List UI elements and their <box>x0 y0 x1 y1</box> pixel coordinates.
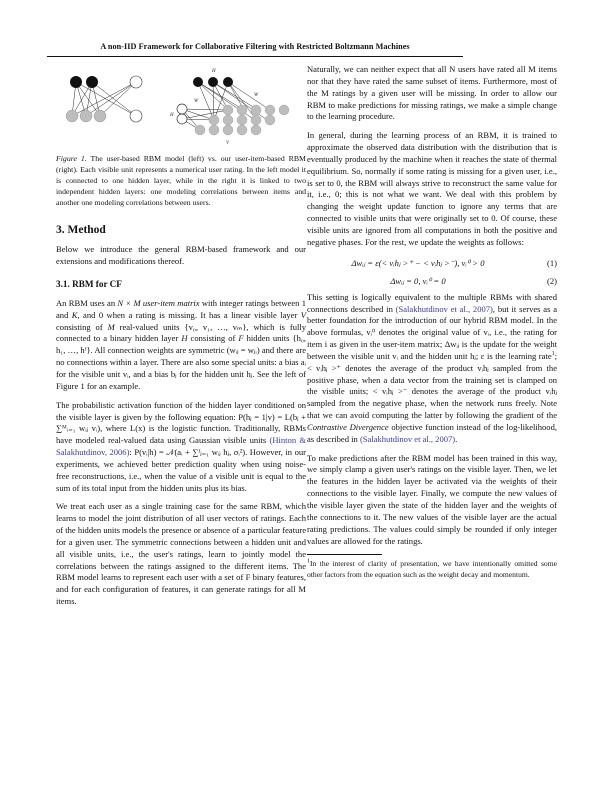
text: with integer ratings between 1 and <box>56 297 306 320</box>
visible-unit-v <box>130 110 142 122</box>
figure-1 <box>56 60 306 152</box>
running-title: A non-IID Framework for Collaborative Filtering with Restricted Boltzmann Machines <box>100 42 410 51</box>
footnote-text: In the interest of clarity of presentation, we have intentionally omitted some other factors from the equation such as the weight decay and momentum. <box>307 559 557 579</box>
math: M <box>107 321 115 332</box>
hidden-user-unit <box>177 114 187 124</box>
text: . <box>455 433 458 444</box>
text: This setting is logically equivalent to the multiple RBMs with shared connections described in <box>307 291 557 314</box>
hidden-item-unit <box>193 77 203 87</box>
paragraph-missing-ratings: Naturally, we can neither expect that all N users have rated all M items nor that they have rated the same subset of items. Furthermore, most of the M ratings by a given user will be missing. In order to allow our RBM to make predictions for missing ratings, we make a simple change to the learning procedure. <box>307 64 557 122</box>
hidden-item-unit <box>208 77 218 87</box>
equation-1 <box>307 256 557 274</box>
footnote-number: 1 <box>307 558 310 565</box>
label-weights-items: W <box>194 99 199 104</box>
math: F <box>238 333 244 344</box>
label-hidden-items: H <box>212 69 216 74</box>
paragraph-learning-process: In general, during the learning process of an RBM, it is trained to approximate the observed data distribution with the distribution that is eventually produced by the machine when it reaches the state of thermal equilibrium. So, normally if some rating is missing for a given user, i.e., is set to 0, the RBM will always strive to reconstruct the same value for it, i.e., 0; this is not what we want. We deal with this problem by changing the weight update function to ignore any terms that are connected to visible units that were originally set to 0. Of course, these visible units are ignored from all computations in both the positive and negative phases. For the rest, we update the weights as follows: <box>307 130 557 247</box>
header-rule <box>47 56 463 57</box>
hidden-item-unit <box>223 77 233 87</box>
rbm-diagram-figure <box>56 60 306 152</box>
visible-unit-v3 <box>94 110 106 122</box>
math: K <box>71 309 78 320</box>
label-hidden-users: H <box>170 113 174 118</box>
hidden-unit-h <box>130 76 142 88</box>
equation-body: Δwᵢⱼ = ε(< vᵢhⱼ >⁺ − < vᵢhⱼ >⁻), vᵢ⁰ > 0 <box>351 257 485 268</box>
visible-unit-v2 <box>80 110 92 122</box>
paragraph-equivalence <box>307 292 557 446</box>
citation-link-salakhutdinov-2007[interactable]: (Salakhutdinov et al., 2007) <box>359 433 456 444</box>
footnote-rule <box>307 554 382 555</box>
term-user-item-matrix: user-item matrix <box>142 297 200 308</box>
method-intro: Below we introduce the general RBM-based framework and our extensions and modifications thereof. <box>56 244 306 267</box>
label-visible: V <box>226 141 230 146</box>
footnote-marker[interactable]: 1 <box>551 351 555 358</box>
text: hidden units {h₀, h₁, …, hᶠ}. All connection weights are symmetric (wᵢⱼ = wⱼᵢ) and there are no connections within a layer. There are also some special units: a bias aᵢ for the visible unit vᵢ, and a bias bⱼ for the hidden unit hⱼ. See the left of Figure 1 for an example. <box>56 333 306 391</box>
paragraph-rbm-definition <box>56 298 306 393</box>
paragraph-predictions: To make predictions after the RBM model has been trained in this way, we simply clamp a given user's ratings on the visible layer. Then, we let the features in the hidden layer be activated via the weights of their connections to the visible layer. Finally, we compute the new values of the visible layer given the state of the hidden layer and the weights of the connections to it. The new values of the visible layer are the actual rating predictions. The values could simply be rounded if only integer values are allowed for the ratings. <box>307 452 557 546</box>
math: H <box>181 333 188 344</box>
citation-link-salakhutdinov-2007[interactable]: (Salakhutdinov et al., 2007) <box>395 303 493 314</box>
figure-caption-text: The user-based RBM model (left) vs. our user-item-based RBM (right). Each visible unit represents a numerical user rating. In the left model it is connected to one hidden layer, while in the right it is linked to two independent hidden layers: one modeling correlations between items and another one modeling correlations between users. <box>56 154 306 207</box>
math: N × M <box>117 297 141 308</box>
text: consisting of <box>187 333 239 344</box>
paragraph-activation-function <box>56 400 306 495</box>
equation-body: Δwᵢⱼ = 0, vᵢ⁰ = 0 <box>390 275 446 286</box>
text: , but it serves as a better foundation for the introduction of our hybrid RBM model. In the above formulas, vᵢ⁰ denotes the original value of vᵢ, i.e., the rating for item i as given in the user-item matrix; Δwᵢⱼ is the update for the weight between the visible unit vᵢ and the hidden unit hⱼ; ε is the learning rate <box>307 303 558 361</box>
text: real-valued units {v₀, v₁, …, vₘ}, which is fully connected to a binary hidden layer <box>56 321 306 344</box>
term-contrastive-divergence: Contrastive Divergence <box>307 421 389 432</box>
section-title-method: 3. Method <box>56 223 106 236</box>
text: , and 0 when a rating is missing. It has a linear visible layer <box>77 309 301 320</box>
text: ; < vᵢhⱼ >⁺ denotes the average of the product vᵢhⱼ sampled from the positive phase, when a data vector from the training set is clamped on the visible units; < vᵢhⱼ >⁻ denotes the average of the product vᵢhⱼ sampled from the negative phase, when the network runs freely. Note that we can avoid computing the latter by following the gradient of the <box>307 350 557 421</box>
label-weights-users: W <box>254 93 259 98</box>
visible-unit-v1 <box>66 110 78 122</box>
math: V <box>300 309 306 320</box>
figure-label: Figure 1. <box>56 154 87 163</box>
equation-2 <box>307 274 557 292</box>
equation-number: (2) <box>546 275 557 286</box>
text: consisting of <box>56 321 108 332</box>
hidden-user-unit <box>177 104 187 114</box>
paragraph-training-case: We treat each user as a single training case for the same RBM, which learns to model the joint distribution of all user vectors of ratings. Each of the hidden units models the presence or absence of a particular feature for a given user. The symmetric connections between a hidden unit and all visible units, i.e., the user's ratings, learn to jointly model the correlations between the ratings assigned to the different items. The RBM model learns to represent each user with a set of F binary features, and for each configuration of features, it can generate ratings for all M items. <box>56 501 306 607</box>
subsection-title-rbm-for-cf: 3.1. RBM for CF <box>56 279 122 290</box>
citation-link-hinton-2006[interactable]: (Hinton & Salakhutdinov, 2006) <box>56 435 306 458</box>
text: The probabilistic activation function of the hidden layer conditioned on the visible layer is given by the following equation: P(hⱼ = 1|v) = L(bⱼ + ∑ᴹᵢ₌₁ wᵢⱼ vᵢ), where L(x) is the logistic function. Traditionally, RBMs have modeled real-valued data using Gaussian visible units <box>56 399 306 446</box>
hidden-unit-h1 <box>70 76 82 88</box>
right-column <box>307 64 557 580</box>
footnote-1 <box>307 559 557 580</box>
equation-number: (1) <box>546 257 557 268</box>
text: An RBM uses an <box>56 297 118 308</box>
left-column <box>56 60 306 615</box>
hidden-unit-h2 <box>86 76 98 88</box>
figure-caption <box>56 154 306 209</box>
text: objective function instead of the log-likelihood, as described in <box>307 421 557 444</box>
text: : P(vᵢ|h) = 𝒩(aᵢ + ∑ᶠⱼ₌₁ wᵢⱼ hⱼ, σᵢ²). However, in our experiments, we achieved better prediction quality when using noise-free reconstructions, i.e., when the value of a visible unit is equal to the sum of its total input from the hidden units plus its bias. <box>56 447 306 493</box>
